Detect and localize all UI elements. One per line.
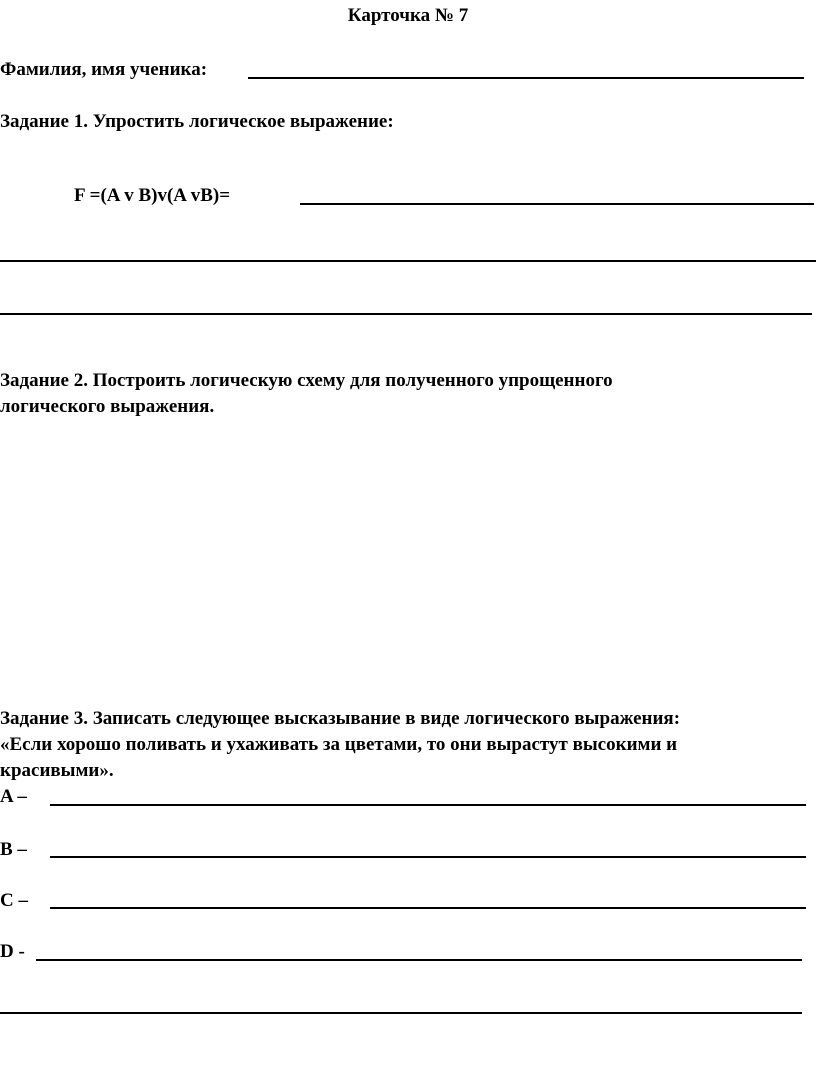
formula-or: v [157,185,167,206]
answer-field-b[interactable] [50,856,806,858]
card-title: Карточка № 7 [347,5,469,26]
formula-term2-b-text: B [200,185,213,206]
task3-extra-answer-line[interactable] [0,1012,802,1014]
formula-term2-open: (A v [166,185,201,206]
label-c: C – [0,890,28,911]
answer-field-a[interactable] [50,804,806,806]
task2-line1: Задание 2. Построить логическую схему для полученного упрощенного [0,370,613,391]
task1-answer-line-1[interactable] [0,260,816,262]
task1-answer-line-2[interactable] [0,313,812,315]
answer-field-d[interactable] [36,959,802,961]
task3-line2: «Если хорошо поливать и ухаживать за цветами, то они вырастут высокими и [0,734,678,755]
label-d: D - [0,941,25,962]
schema-drawing-area[interactable] [0,430,816,690]
task2-line2: логического выражения. [0,396,215,417]
formula-term2-close: ) [212,185,220,206]
student-name-field[interactable] [248,77,804,79]
formula-equals: = [219,185,231,206]
student-name-label: Фамилия, имя ученика: [0,59,208,80]
formula [74,186,230,205]
formula-term2-b [200,186,213,205]
label-a: A – [0,786,27,807]
formula-term1 [100,186,157,205]
answer-field-c[interactable] [50,907,806,909]
formula-term1-text: (A v B) [100,185,158,206]
task3-line3: красивыми». [0,760,114,781]
task3-line1: Задание 3. Записать следующее высказывание в виде логического выражения: [0,708,681,729]
formula-term2 [167,186,219,205]
label-b: B – [0,839,27,860]
formula-answer-field[interactable] [300,203,814,205]
task1-heading: Задание 1. Упростить логическое выражение: [0,111,394,132]
formula-lhs: F = [74,185,101,206]
